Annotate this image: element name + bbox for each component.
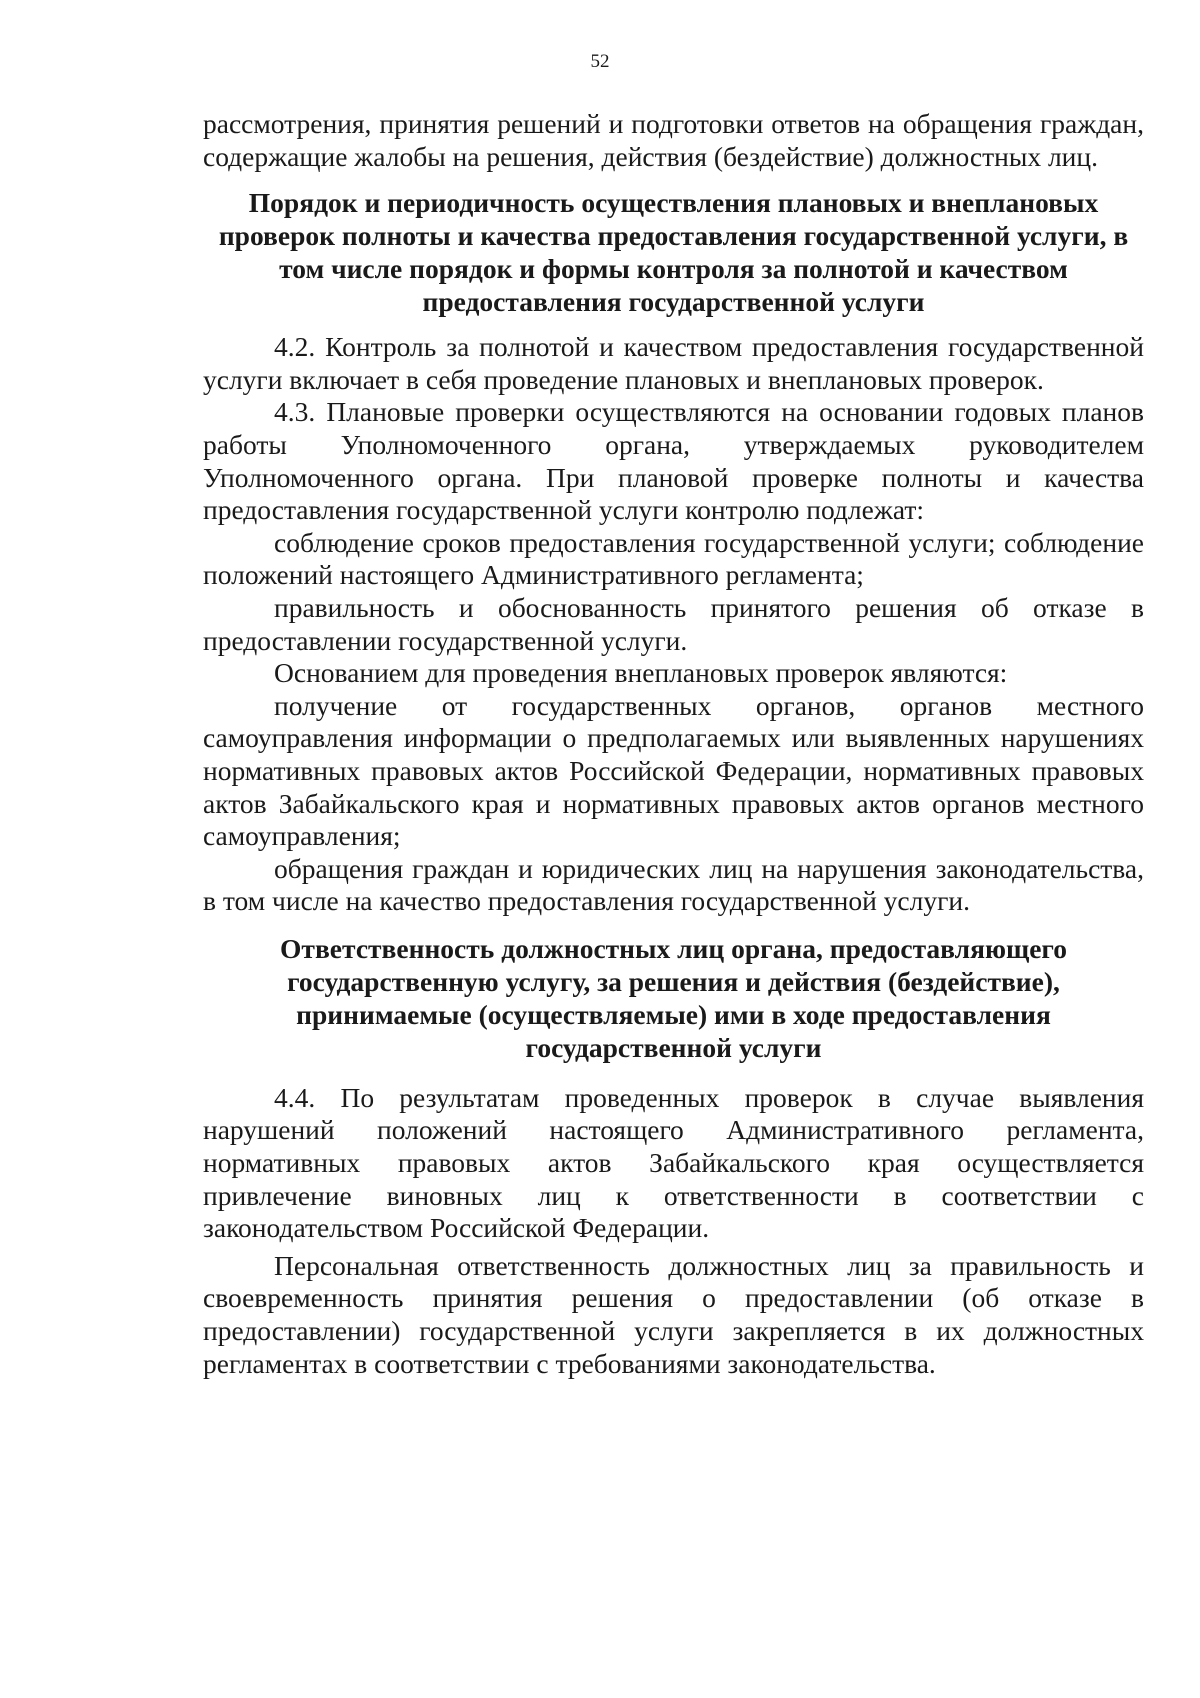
paragraph-4-4: 4.4. По результатам проведенных проверок в случае выявления нарушений положений настоящего Административного регламента, нормативных правовых актов Забайкальского края осуществляется привлечение виновных лиц к ответственности в соответствии с законодательством Российской Федерации.: [203, 1081, 1144, 1244]
paragraph-personal-responsibility: Персональная ответственность должностных лиц за правильность и своевременность принятия решения о предоставлении (об отказе в предоставлении) государственной услуги закрепляется в их должностных регламентах в соответствии с требованиями законодательства.: [203, 1249, 1144, 1379]
paragraph-grounds: Основанием для проведения внеплановых проверок являются:: [274, 657, 1008, 689]
paragraph-receipt: получение от государственных органов, органов местного самоуправления информации о предполагаемых или выявленных нарушениях нормативных правовых актов Российской Федерации, нормативных правовых актов Забайкальского края и нормативных правовых актов органов местного самоуправления;: [203, 689, 1144, 852]
page-number: 52: [590, 51, 610, 72]
document-body: [203, 108, 1144, 1380]
paragraph-4-3: 4.3. Плановые проверки осуществляются на основании годовых планов работы Уполномоченного органа, утверждаемых руководителем Уполномоченного органа. При плановой проверке полноты и качества предоставления государственной услуги контролю подлежат:: [203, 396, 1144, 526]
section-heading-responsibility: Ответственность должностных лиц органа, предоставляющего государственную услугу, за решения и действия (бездействие), принимаемые (осуществляемые) ими в ходе предоставления государственной услуги: [280, 932, 1067, 1063]
paragraph-appeals: обращения граждан и юридических лиц на нарушения законодательства, в том числе на качество предоставления государственной услуги.: [203, 852, 1144, 917]
section-heading-control: Порядок и периодичность осуществления плановых и внеплановых проверок полноты и качества предоставления государственной услуги, в том числе порядок и формы контроля за полнотой и качеством предоставления государственной услуги: [218, 187, 1129, 318]
paragraph-intro: рассмотрения, принятия решений и подготовки ответов на обращения граждан, содержащие жалобы на решения, действия (бездействие) должностных лиц.: [203, 108, 1144, 172]
paragraph-terms: соблюдение сроков предоставления государственной услуги; соблюдение положений настоящего Административного регламента;: [203, 526, 1144, 591]
paragraph-4-2: 4.2. Контроль за полнотой и качеством предоставления государственной услуги включает в себя проведение плановых и внеплановых проверок.: [203, 331, 1144, 395]
paragraph-correctness: правильность и обоснованность принятого решения об отказе в предоставлении государственной услуги.: [203, 591, 1144, 656]
